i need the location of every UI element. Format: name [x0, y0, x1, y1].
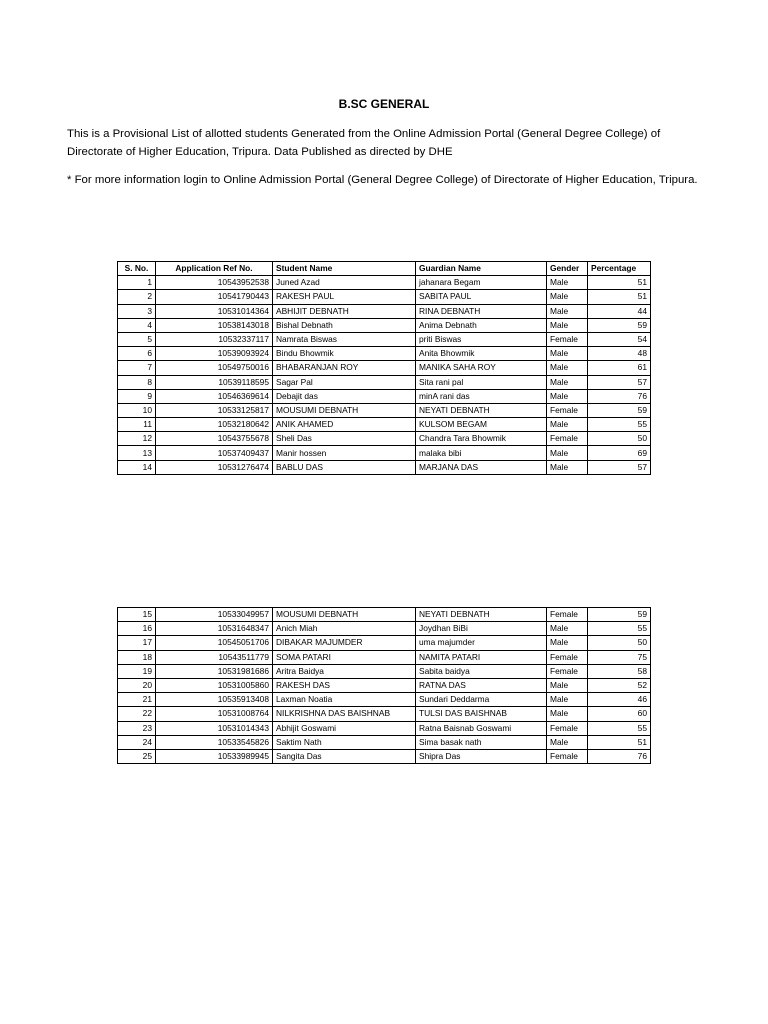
- cell-student-name: BHABARANJAN ROY: [273, 361, 416, 375]
- cell-guardian-name: minA rani das: [416, 389, 547, 403]
- cell-percentage: 48: [588, 347, 651, 361]
- cell-gender: Male: [547, 446, 588, 460]
- table-row: [118, 460, 651, 474]
- cell-student-name: RAKESH DAS: [273, 678, 416, 692]
- cell-sno: 8: [118, 375, 156, 389]
- cell-gender: Female: [547, 749, 588, 763]
- table-row: [118, 375, 651, 389]
- cell-application-ref: 10531014343: [156, 721, 273, 735]
- cell-application-ref: 10533049957: [156, 608, 273, 622]
- cell-student-name: Bindu Bhowmik: [273, 347, 416, 361]
- cell-gender: Female: [547, 650, 588, 664]
- cell-percentage: 44: [588, 304, 651, 318]
- cell-percentage: 55: [588, 418, 651, 432]
- cell-guardian-name: priti Biswas: [416, 332, 547, 346]
- info-note: * For more information login to Online Admission Portal (General Degree College) of Directorate of Higher Education, Tripura.: [67, 174, 698, 186]
- table-row: [118, 608, 651, 622]
- cell-student-name: Saktim Nath: [273, 735, 416, 749]
- cell-guardian-name: Anima Debnath: [416, 318, 547, 332]
- cell-application-ref: 10531005860: [156, 678, 273, 692]
- cell-sno: 12: [118, 432, 156, 446]
- cell-gender: Female: [547, 403, 588, 417]
- cell-student-name: MOUSUMI DEBNATH: [273, 403, 416, 417]
- cell-student-name: MOUSUMI DEBNATH: [273, 608, 416, 622]
- cell-percentage: 51: [588, 290, 651, 304]
- cell-sno: 15: [118, 608, 156, 622]
- cell-guardian-name: Sundari Deddarma: [416, 693, 547, 707]
- cell-percentage: 59: [588, 403, 651, 417]
- cell-student-name: Sagar Pal: [273, 375, 416, 389]
- cell-sno: 22: [118, 707, 156, 721]
- cell-gender: Male: [547, 678, 588, 692]
- cell-student-name: Namrata Biswas: [273, 332, 416, 346]
- cell-percentage: 61: [588, 361, 651, 375]
- cell-sno: 7: [118, 361, 156, 375]
- col-header-application-ref: Application Ref No.: [156, 262, 273, 276]
- cell-application-ref: 10533125817: [156, 403, 273, 417]
- cell-gender: Male: [547, 389, 588, 403]
- cell-application-ref: 10531276474: [156, 460, 273, 474]
- cell-percentage: 55: [588, 622, 651, 636]
- cell-application-ref: 10532180642: [156, 418, 273, 432]
- cell-sno: 5: [118, 332, 156, 346]
- col-header-percentage: Percentage: [588, 262, 651, 276]
- cell-application-ref: 10533545826: [156, 735, 273, 749]
- cell-application-ref: 10549750016: [156, 361, 273, 375]
- page-title: B.SC GENERAL: [338, 97, 430, 111]
- cell-gender: Male: [547, 418, 588, 432]
- cell-sno: 20: [118, 678, 156, 692]
- cell-guardian-name: Sita rani pal: [416, 375, 547, 389]
- table-header-row: [118, 262, 651, 276]
- cell-application-ref: 10543755678: [156, 432, 273, 446]
- table-row: [118, 749, 651, 763]
- table-row: [118, 432, 651, 446]
- cell-student-name: Sheli Das: [273, 432, 416, 446]
- cell-percentage: 60: [588, 707, 651, 721]
- cell-gender: Male: [547, 707, 588, 721]
- cell-percentage: 59: [588, 608, 651, 622]
- cell-guardian-name: MANIKA SAHA ROY: [416, 361, 547, 375]
- table-body: [118, 276, 651, 475]
- table-row: [118, 276, 651, 290]
- cell-percentage: 54: [588, 332, 651, 346]
- table-body: [118, 608, 651, 764]
- cell-guardian-name: KULSOM BEGAM: [416, 418, 547, 432]
- cell-application-ref: 10535913408: [156, 693, 273, 707]
- cell-gender: Male: [547, 636, 588, 650]
- cell-percentage: 57: [588, 460, 651, 474]
- cell-application-ref: 10532337117: [156, 332, 273, 346]
- cell-gender: Female: [547, 664, 588, 678]
- cell-sno: 14: [118, 460, 156, 474]
- cell-percentage: 58: [588, 664, 651, 678]
- cell-gender: Female: [547, 721, 588, 735]
- cell-application-ref: 10539118595: [156, 375, 273, 389]
- cell-guardian-name: TULSI DAS BAISHNAB: [416, 707, 547, 721]
- allotment-table-1: [117, 261, 651, 475]
- cell-student-name: ABHIJIT DEBNATH: [273, 304, 416, 318]
- cell-guardian-name: Chandra Tara Bhowmik: [416, 432, 547, 446]
- cell-student-name: Laxman Noatia: [273, 693, 416, 707]
- cell-percentage: 50: [588, 636, 651, 650]
- cell-gender: Male: [547, 375, 588, 389]
- cell-sno: 3: [118, 304, 156, 318]
- cell-guardian-name: NAMITA PATARI: [416, 650, 547, 664]
- cell-application-ref: 10543952538: [156, 276, 273, 290]
- cell-sno: 19: [118, 664, 156, 678]
- cell-application-ref: 10537409437: [156, 446, 273, 460]
- cell-percentage: 57: [588, 375, 651, 389]
- cell-gender: Female: [547, 432, 588, 446]
- table-row: [118, 707, 651, 721]
- cell-guardian-name: malaka bibi: [416, 446, 547, 460]
- cell-application-ref: 10543511779: [156, 650, 273, 664]
- cell-gender: Male: [547, 693, 588, 707]
- cell-student-name: Bishal Debnath: [273, 318, 416, 332]
- cell-sno: 17: [118, 636, 156, 650]
- table-row: [118, 403, 651, 417]
- cell-guardian-name: Joydhan BiBi: [416, 622, 547, 636]
- cell-percentage: 75: [588, 650, 651, 664]
- cell-application-ref: 10531008764: [156, 707, 273, 721]
- cell-percentage: 69: [588, 446, 651, 460]
- cell-guardian-name: SABITA PAUL: [416, 290, 547, 304]
- cell-application-ref: 10545051706: [156, 636, 273, 650]
- cell-percentage: 76: [588, 749, 651, 763]
- cell-student-name: Juned Azad: [273, 276, 416, 290]
- cell-guardian-name: Anita Bhowmik: [416, 347, 547, 361]
- col-header-guardian-name: Guardian Name: [416, 262, 547, 276]
- table-row: [118, 636, 651, 650]
- table-row: [118, 418, 651, 432]
- table-row: [118, 446, 651, 460]
- cell-gender: Male: [547, 290, 588, 304]
- cell-student-name: Sangita Das: [273, 749, 416, 763]
- cell-sno: 16: [118, 622, 156, 636]
- cell-sno: 2: [118, 290, 156, 304]
- cell-student-name: Aritra Baidya: [273, 664, 416, 678]
- cell-percentage: 59: [588, 318, 651, 332]
- cell-guardian-name: Sima basak nath: [416, 735, 547, 749]
- cell-percentage: 50: [588, 432, 651, 446]
- cell-gender: Female: [547, 332, 588, 346]
- cell-sno: 21: [118, 693, 156, 707]
- cell-guardian-name: NEYATI DEBNATH: [416, 403, 547, 417]
- cell-student-name: ANIK AHAMED: [273, 418, 416, 432]
- cell-application-ref: 10538143018: [156, 318, 273, 332]
- cell-student-name: NILKRISHNA DAS BAISHNAB: [273, 707, 416, 721]
- table-row: [118, 664, 651, 678]
- cell-gender: Male: [547, 276, 588, 290]
- cell-gender: Male: [547, 304, 588, 318]
- cell-sno: 6: [118, 347, 156, 361]
- cell-application-ref: 10546369614: [156, 389, 273, 403]
- cell-application-ref: 10539093924: [156, 347, 273, 361]
- cell-application-ref: 10531014364: [156, 304, 273, 318]
- table-row: [118, 678, 651, 692]
- table-row: [118, 304, 651, 318]
- cell-student-name: Debajit das: [273, 389, 416, 403]
- cell-percentage: 51: [588, 735, 651, 749]
- table-row: [118, 361, 651, 375]
- cell-application-ref: 10531981686: [156, 664, 273, 678]
- table-row: [118, 290, 651, 304]
- col-header-student-name: Student Name: [273, 262, 416, 276]
- table-row: [118, 332, 651, 346]
- intro-paragraph: This is a Provisional List of allotted students Generated from the Online Admission Portal (General Degree College) of Directorate of Higher Education, Tripura. Data Published as directed by DHE: [67, 128, 661, 158]
- cell-guardian-name: NEYATI DEBNATH: [416, 608, 547, 622]
- cell-percentage: 46: [588, 693, 651, 707]
- cell-guardian-name: Shipra Das: [416, 749, 547, 763]
- table-row: [118, 347, 651, 361]
- cell-student-name: RAKESH PAUL: [273, 290, 416, 304]
- cell-guardian-name: Ratna Baisnab Goswami: [416, 721, 547, 735]
- cell-gender: Male: [547, 622, 588, 636]
- cell-gender: Male: [547, 318, 588, 332]
- cell-sno: 1: [118, 276, 156, 290]
- cell-guardian-name: RINA DEBNATH: [416, 304, 547, 318]
- table-row: [118, 318, 651, 332]
- cell-gender: Male: [547, 361, 588, 375]
- cell-sno: 9: [118, 389, 156, 403]
- cell-sno: 11: [118, 418, 156, 432]
- cell-sno: 10: [118, 403, 156, 417]
- table-row: [118, 693, 651, 707]
- cell-student-name: Abhijit Goswami: [273, 721, 416, 735]
- cell-sno: 4: [118, 318, 156, 332]
- cell-percentage: 52: [588, 678, 651, 692]
- cell-percentage: 51: [588, 276, 651, 290]
- table-row: [118, 721, 651, 735]
- cell-student-name: Anich Miah: [273, 622, 416, 636]
- cell-student-name: Manir hossen: [273, 446, 416, 460]
- cell-guardian-name: uma majumder: [416, 636, 547, 650]
- cell-sno: 23: [118, 721, 156, 735]
- cell-percentage: 76: [588, 389, 651, 403]
- cell-percentage: 55: [588, 721, 651, 735]
- cell-sno: 25: [118, 749, 156, 763]
- allotment-table-2: [117, 607, 651, 764]
- cell-gender: Female: [547, 608, 588, 622]
- table-row: [118, 622, 651, 636]
- cell-gender: Male: [547, 460, 588, 474]
- table-row: [118, 650, 651, 664]
- cell-guardian-name: MARJANA DAS: [416, 460, 547, 474]
- cell-sno: 13: [118, 446, 156, 460]
- col-header-gender: Gender: [547, 262, 588, 276]
- cell-gender: Male: [547, 347, 588, 361]
- cell-gender: Male: [547, 735, 588, 749]
- cell-application-ref: 10541790443: [156, 290, 273, 304]
- cell-guardian-name: Sabita baidya: [416, 664, 547, 678]
- cell-application-ref: 10533989945: [156, 749, 273, 763]
- cell-student-name: SOMA PATARI: [273, 650, 416, 664]
- cell-guardian-name: RATNA DAS: [416, 678, 547, 692]
- cell-application-ref: 10531648347: [156, 622, 273, 636]
- cell-student-name: DIBAKAR MAJUMDER: [273, 636, 416, 650]
- cell-sno: 24: [118, 735, 156, 749]
- table-row: [118, 389, 651, 403]
- cell-guardian-name: jahanara Begam: [416, 276, 547, 290]
- table-row: [118, 735, 651, 749]
- cell-student-name: BABLU DAS: [273, 460, 416, 474]
- col-header-sno: S. No.: [118, 262, 156, 276]
- cell-sno: 18: [118, 650, 156, 664]
